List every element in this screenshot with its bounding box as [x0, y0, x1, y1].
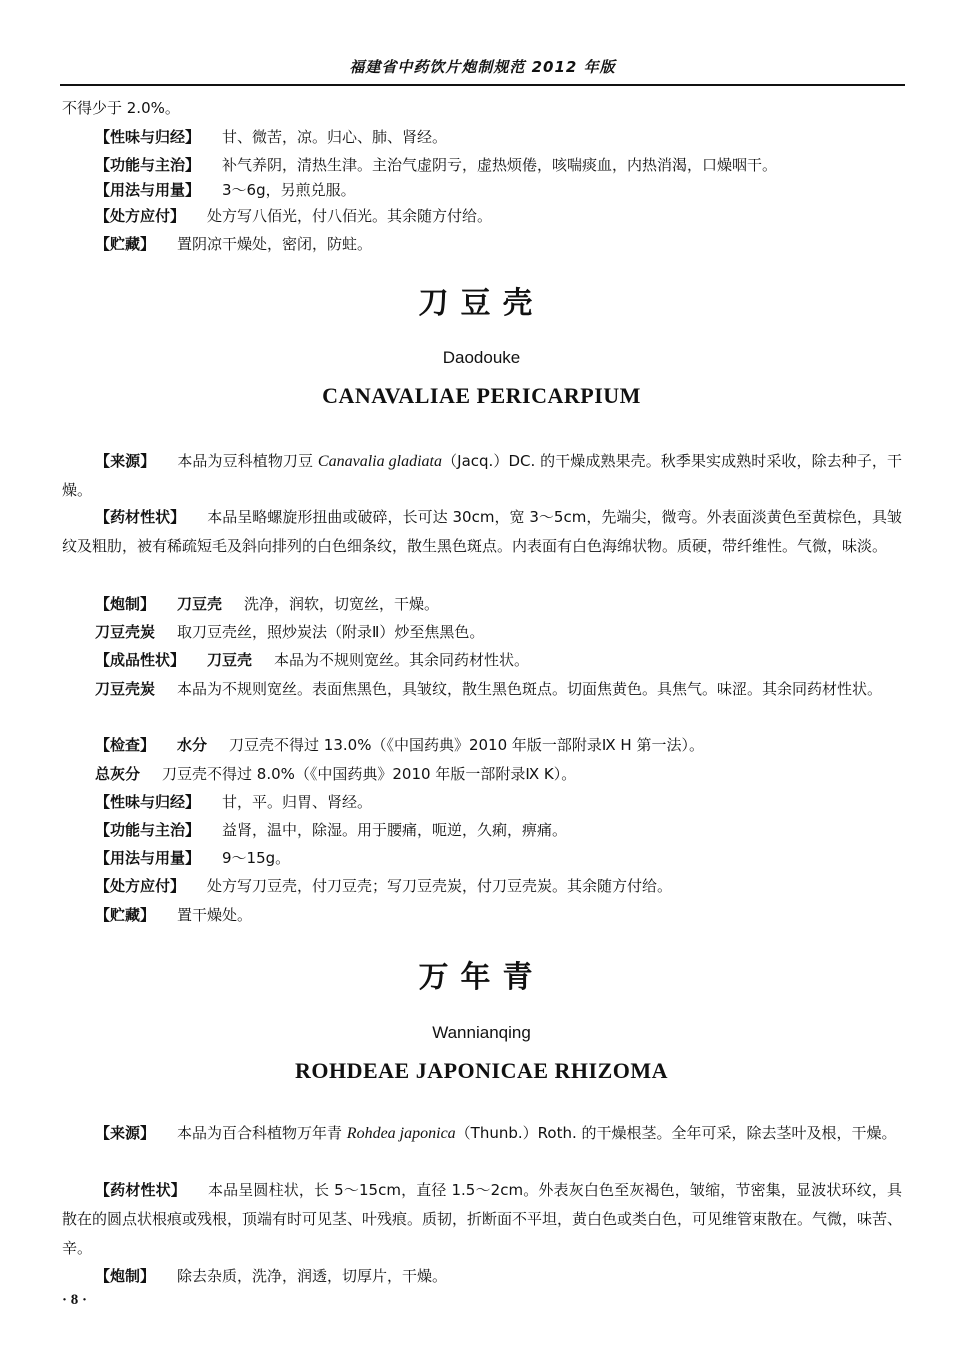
section-text: 9～15g。	[222, 849, 291, 867]
section-tag: 【处方应付】	[95, 207, 186, 225]
prev-continuation: 不得少于 2.0%。	[62, 99, 180, 117]
section-text: 3～6g，另煎兑服。	[222, 181, 356, 199]
storage-line	[95, 901, 907, 930]
taste-line	[95, 788, 907, 817]
sub-heading: 水分	[177, 736, 208, 754]
section-tag: 【药材性状】	[95, 508, 186, 526]
running-header: 福建省中药饮片炮制规范 2012 年版	[349, 58, 616, 76]
section-text: 补气养阴，清热生津。主治气虚阴亏，虚热烦倦，咳喘痰血，内热消渴，口燥咽干。	[222, 156, 778, 174]
processing-line	[95, 1262, 907, 1291]
product-traits-line	[95, 646, 907, 675]
section-tag: 【用法与用量】	[95, 181, 201, 199]
section-text: 本品为豆科植物刀豆	[177, 452, 318, 470]
crude-traits-paragraph	[62, 1176, 902, 1263]
section-text: 甘，平。归胃、肾经。	[222, 793, 373, 811]
page-number: · 8 ·	[62, 1292, 88, 1308]
section-tag: 【检查】	[95, 736, 156, 754]
sub-heading: 总灰分	[95, 765, 141, 783]
check-moisture-line	[95, 731, 907, 760]
prev-taste-line	[95, 123, 907, 152]
header-rule	[60, 84, 905, 86]
monograph-title-latin: ROHDEAE JAPONICAE RHIZOMA	[294, 1058, 669, 1083]
latin-binomial: Canavalia gladiata	[317, 453, 443, 470]
section-tag: 【炮制】	[95, 595, 156, 613]
sub-heading: 刀豆壳	[207, 651, 253, 669]
section-text: （Thunb.）Roth. 的干燥根茎。全年可采，除去茎叶及根，干燥。	[455, 1124, 897, 1142]
source-paragraph	[62, 1119, 902, 1148]
section-text: 甘、微苦，凉。归心、肺、肾经。	[222, 128, 448, 146]
section-tag: 【用法与用量】	[95, 849, 201, 867]
section-tag: 【功能与主治】	[95, 821, 201, 839]
section-text: 刀豆壳不得过 8.0%（《中国药典》2010 年版一部附录Ⅸ K）。	[162, 765, 577, 783]
function-line	[95, 816, 907, 845]
section-text: 益肾，温中，除湿。用于腰痛，呃逆，久痢，痹痛。	[222, 821, 568, 839]
check-ash-line	[95, 760, 907, 789]
section-text: 处方写刀豆壳，付刀豆壳；写刀豆壳炭，付刀豆壳炭。其余随方付给。	[207, 877, 673, 895]
latin-binomial: Rohdea japonica	[346, 1125, 456, 1142]
section-text: 置阴凉干燥处，密闭，防蛀。	[177, 235, 373, 253]
monograph-title-pinyin: Wannianqing	[432, 1023, 531, 1042]
monograph-title-cn: 万年青	[418, 960, 545, 995]
section-text: 本品为不规则宽丝。表面焦黑色，具皱纹，散生黑色斑点。切面焦黄色。具焦气。味涩。其余同药材性状。	[177, 680, 883, 698]
monograph-title-pinyin: Daodouke	[442, 348, 521, 367]
section-tag: 【性味与归经】	[95, 793, 201, 811]
sub-heading: 刀豆壳	[177, 595, 223, 613]
section-text: 除去杂质，洗净，润透，切厚片，干燥。	[177, 1267, 448, 1285]
section-tag: 【处方应付】	[95, 877, 186, 895]
product-charcoal-paragraph	[62, 675, 902, 704]
dosage-line	[95, 844, 907, 873]
section-tag: 【炮制】	[95, 1267, 156, 1285]
section-tag: 【贮藏】	[95, 906, 156, 924]
section-text: 本品为不规则宽丝。其余同药材性状。	[274, 651, 530, 669]
monograph-title-cn: 刀豆壳	[418, 286, 545, 321]
section-text: 刀豆壳不得过 13.0%（《中国药典》2010 年版一部附录Ⅸ H 第一法）。	[229, 736, 704, 754]
section-tag: 【性味与归经】	[95, 128, 201, 146]
section-tag: 【来源】	[95, 1124, 156, 1142]
prev-storage-line	[95, 230, 907, 259]
section-text: 处方写八佰光，付八佰光。其余随方付给。	[207, 207, 493, 225]
prev-dosage-line	[95, 176, 907, 205]
source-paragraph	[62, 447, 902, 505]
prev-prescription-line	[95, 202, 907, 231]
section-text: 本品为百合科植物万年青	[177, 1124, 347, 1142]
section-tag: 【来源】	[95, 452, 156, 470]
processing-line	[95, 590, 907, 619]
section-tag: 【成品性状】	[95, 651, 186, 669]
section-text: 取刀豆壳丝，照炒炭法（附录Ⅱ）炒至焦黑色。	[177, 623, 485, 641]
section-tag: 【药材性状】	[95, 1181, 186, 1199]
prescription-line	[95, 872, 907, 901]
section-text: 洗净，润软，切宽丝，干燥。	[244, 595, 440, 613]
sub-heading: 刀豆壳炭	[95, 680, 156, 698]
section-text: 置干燥处。	[177, 906, 253, 924]
section-text: 本品呈圆柱状，长 5～15cm，直径 1.5～2cm。外表灰白色至灰褐色，皱缩，节密集，显波状环纹，具散在的圆点状根痕或残根，顶端有时可见茎、叶残痕。质韧，折断面不平坦，黄白色或类白色，可见维管束散在。气微，味苦、辛。	[62, 1181, 903, 1257]
section-text: 本品呈略螺旋形扭曲或破碎，长可达 30cm，宽 3～5cm，先端尖，微弯。外表面淡黄色至黄棕色，具皱纹及粗肋，被有稀疏短毛及斜向排列的白色细条纹，散生黑色斑点。内表面有白色海绵状物。质硬，带纤维性。气微，味淡。	[62, 508, 902, 555]
section-text: （Jacq.）DC. 的干燥成熟果壳。秋季果实成熟时采收，除去种子，干燥。	[62, 452, 902, 499]
section-tag: 【功能与主治】	[95, 156, 201, 174]
monograph-title-latin: CANAVALIAE PERICARPIUM	[322, 383, 641, 408]
section-tag: 【贮藏】	[95, 235, 156, 253]
crude-traits-paragraph	[62, 503, 902, 561]
sub-heading: 刀豆壳炭	[95, 623, 156, 641]
processing-charcoal-line	[95, 618, 907, 647]
